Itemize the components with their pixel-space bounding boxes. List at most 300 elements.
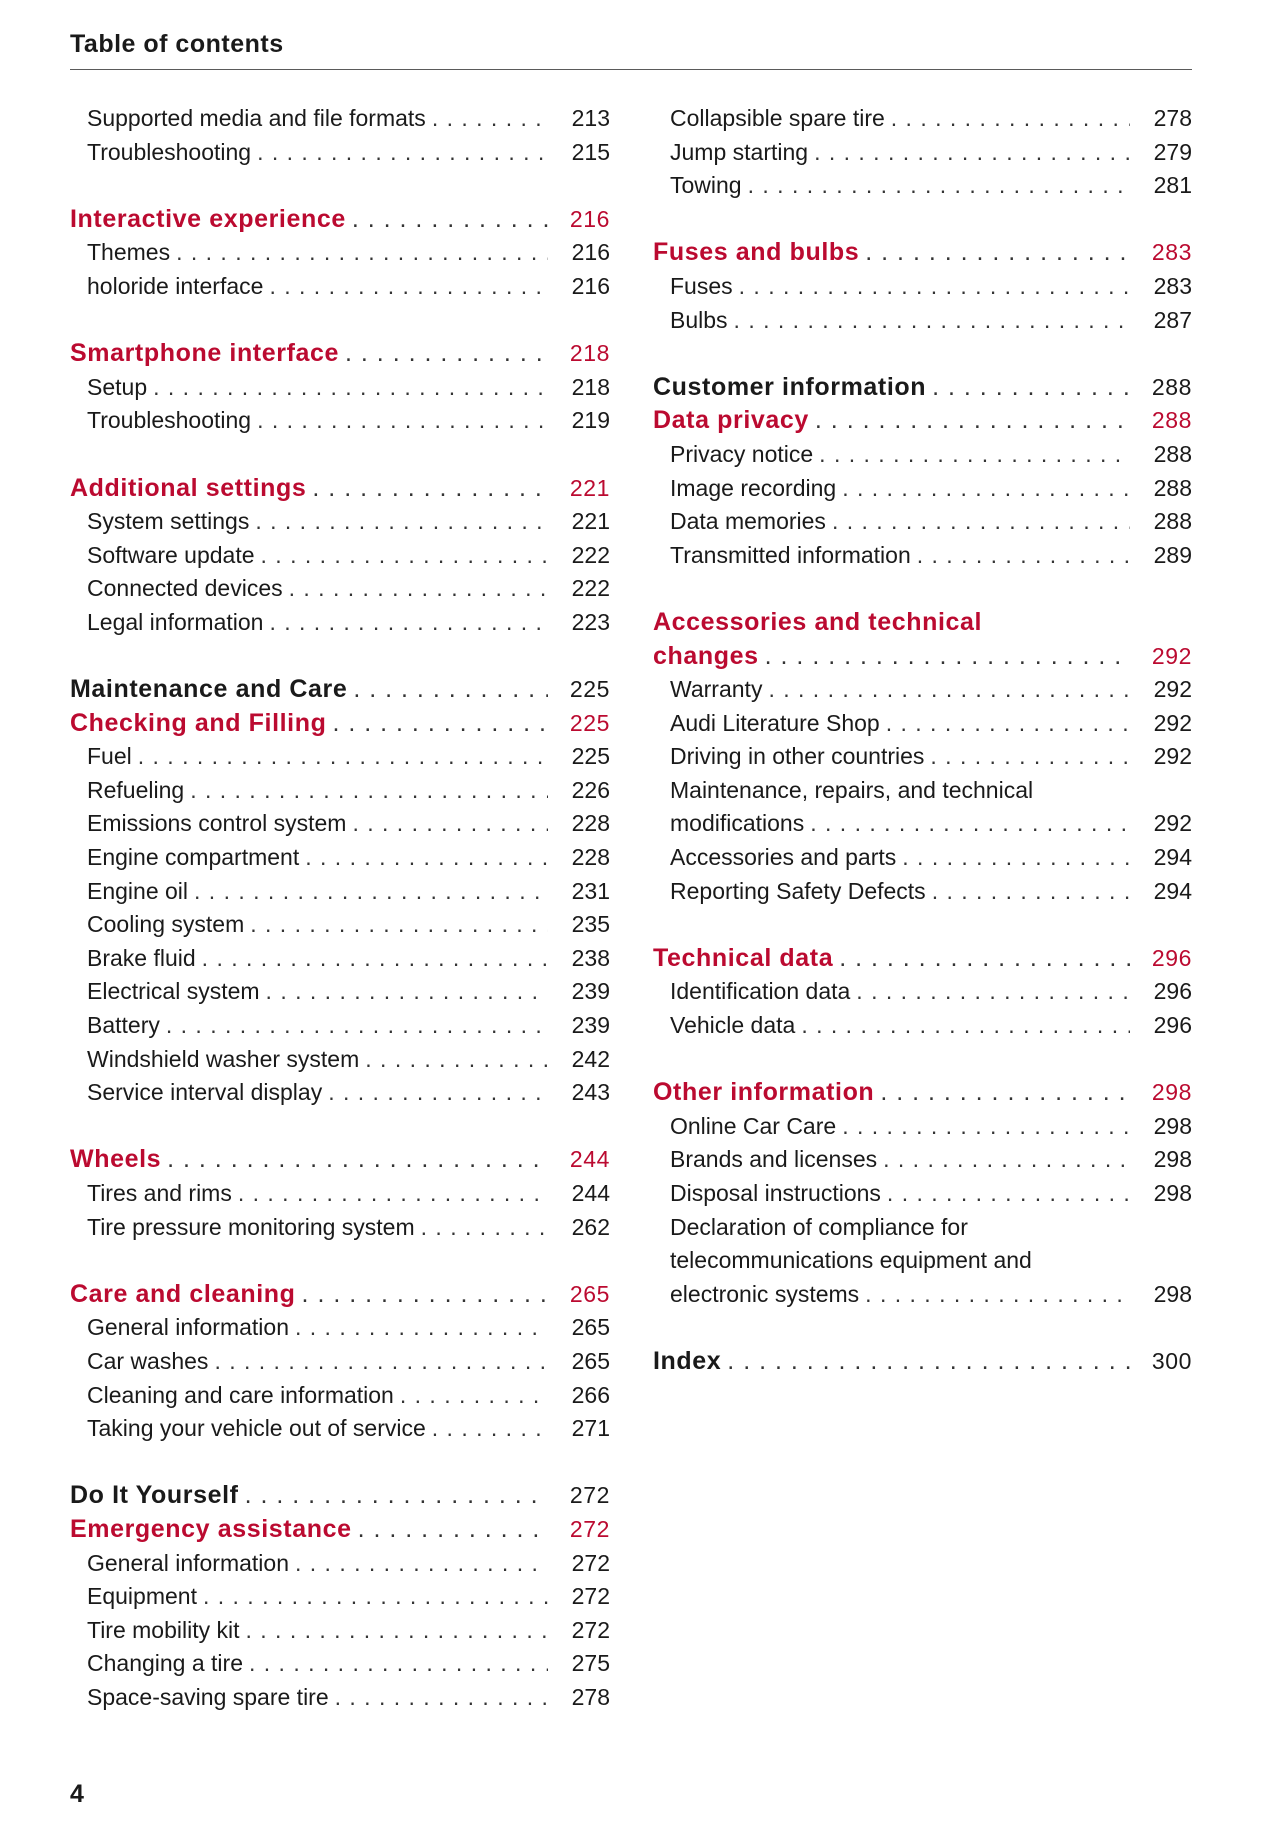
- toc-entry-brake-fluid[interactable]: [70, 942, 610, 976]
- toc-entry-bulbs[interactable]: [653, 304, 1192, 338]
- dot-leader: [208, 1345, 548, 1379]
- toc-page-number: 272: [569, 1482, 610, 1509]
- toc-section-technical-data[interactable]: [653, 942, 1192, 976]
- toc-page-number: 300: [1151, 1347, 1192, 1374]
- toc-entry-engine-compartment[interactable]: [70, 841, 610, 875]
- toc-entry-label: Transmitted information: [670, 541, 911, 568]
- toc-page-number: 275: [571, 1650, 610, 1677]
- dot-leader: [728, 304, 1130, 338]
- toc-entry-troubleshooting[interactable]: [70, 136, 610, 170]
- dot-leader: [926, 371, 1130, 405]
- toc-entry-label: changes: [653, 641, 759, 670]
- toc-entry-label: System settings: [87, 508, 250, 535]
- toc-entry-label: Legal information: [87, 608, 264, 635]
- dot-leader: [255, 539, 548, 573]
- toc-page-number: 244: [569, 1146, 610, 1173]
- toc-page-number: 265: [569, 1280, 610, 1307]
- toc-entry-label: electronic systems: [670, 1280, 860, 1307]
- dot-leader: [196, 942, 548, 976]
- header-divider: [70, 69, 1192, 70]
- toc-entry-label: Battery: [87, 1012, 160, 1039]
- dot-leader: [339, 337, 548, 371]
- toc-entry-label: General information: [87, 1314, 289, 1341]
- toc-entry-brands-and-licenses[interactable]: [653, 1143, 1192, 1177]
- toc-entry-themes[interactable]: [70, 236, 610, 270]
- dot-leader: [243, 1647, 548, 1681]
- toc-page-number: 218: [571, 373, 610, 400]
- toc-section-customer-information[interactable]: [653, 371, 1192, 405]
- toc-entry-label: telecommunications equipment and: [670, 1247, 1032, 1274]
- toc-entry-legal-information[interactable]: [70, 606, 610, 640]
- toc-page-number: 225: [571, 743, 610, 770]
- toc-page-number: 265: [571, 1347, 610, 1374]
- toc-page-number: 242: [571, 1045, 610, 1072]
- dot-leader: [874, 1076, 1130, 1110]
- dot-leader: [251, 404, 548, 438]
- toc-page-number: 216: [571, 272, 610, 299]
- toc-entry-accessories-and-parts[interactable]: [653, 841, 1192, 875]
- toc-page-number: 298: [1153, 1112, 1192, 1139]
- dot-leader: [809, 404, 1130, 438]
- toc-entry-continued[interactable]: [653, 1244, 1192, 1278]
- toc-entry-refueling[interactable]: [70, 774, 610, 808]
- toc-entry-online-car-care[interactable]: [653, 1110, 1192, 1144]
- toc-page-number: 298: [1153, 1280, 1192, 1307]
- dot-leader: [170, 236, 548, 270]
- dot-leader: [721, 1345, 1130, 1379]
- dot-leader: [896, 841, 1130, 875]
- toc-page-number: 223: [571, 608, 610, 635]
- section-spacer: [653, 572, 1192, 606]
- toc-entry-label: Disposal instructions: [670, 1180, 881, 1206]
- dot-leader: [260, 975, 548, 1009]
- toc-entry-label: Audi Literature Shop: [670, 709, 880, 736]
- toc-entry-label: Windshield washer system: [87, 1045, 360, 1072]
- dot-leader: [859, 1278, 1130, 1312]
- toc-entry-space-saving-spare-tire[interactable]: [70, 1681, 610, 1715]
- section-spacer: [70, 169, 610, 203]
- dot-leader: [240, 1614, 549, 1648]
- dot-leader: [188, 875, 548, 909]
- dot-leader: [306, 472, 548, 506]
- toc-entry-label: Cleaning and care information: [87, 1381, 394, 1408]
- toc-entry-label: Engine oil: [87, 877, 189, 904]
- toc-section-maintenance-and-care[interactable]: [70, 673, 610, 707]
- toc-entry-reporting-safety-defects[interactable]: [653, 875, 1192, 909]
- toc-entry-label: Collapsible spare tire: [670, 105, 885, 131]
- toc-page-number: 279: [1153, 138, 1192, 165]
- toc-entry-tire-pressure-monitoring-system[interactable]: [70, 1211, 610, 1245]
- toc-section-interactive-experience[interactable]: [70, 203, 610, 237]
- toc-entry-service-interval-display[interactable]: [70, 1076, 610, 1110]
- dot-leader: [836, 1110, 1130, 1144]
- toc-entry-connected-devices[interactable]: [70, 572, 610, 606]
- dot-leader: [877, 1143, 1130, 1177]
- dot-leader: [251, 136, 548, 170]
- dot-leader: [132, 740, 548, 774]
- toc-entry-label: Towing: [670, 172, 742, 199]
- dot-leader: [283, 572, 548, 606]
- toc-entry-label: Tires and rims: [87, 1180, 232, 1206]
- toc-page-number: 244: [571, 1180, 610, 1206]
- toc-entry-label: Tire mobility kit: [87, 1616, 240, 1643]
- toc-page-number: 228: [571, 844, 610, 871]
- dot-leader: [885, 102, 1130, 136]
- toc-page-number: 216: [571, 239, 610, 266]
- section-spacer: [70, 1110, 610, 1144]
- section-spacer: [70, 438, 610, 472]
- dot-leader: [289, 1547, 548, 1581]
- dot-leader: [742, 169, 1130, 203]
- dot-leader: [289, 1311, 548, 1345]
- dot-leader: [346, 203, 548, 237]
- toc-page-number: 272: [571, 1616, 610, 1643]
- toc-entry-towing[interactable]: [653, 169, 1192, 203]
- dot-leader: [826, 505, 1130, 539]
- toc-entry-label: Brake fluid: [87, 944, 196, 971]
- toc-page-number: 294: [1153, 844, 1192, 871]
- toc-entry-audi-literature-shop[interactable]: [653, 707, 1192, 741]
- toc-entry-label: Wheels: [70, 1145, 162, 1174]
- dot-leader: [296, 1278, 548, 1312]
- toc-entry-label: Emissions control system: [87, 810, 347, 837]
- toc-entry-setup[interactable]: [70, 371, 610, 405]
- toc-page-number: 292: [1153, 709, 1192, 736]
- dot-leader: [394, 1379, 548, 1413]
- section-spacer: [653, 203, 1192, 237]
- toc-entry-label: Declaration of compliance for: [670, 1213, 968, 1240]
- toc-page-number: 265: [571, 1314, 610, 1341]
- toc-entry-image-recording[interactable]: [653, 472, 1192, 506]
- toc-entry-supported-media-and-file-formats[interactable]: [70, 102, 610, 136]
- dot-leader: [147, 371, 548, 405]
- toc-page-number: 271: [571, 1415, 610, 1442]
- toc-entry-label: Changing a tire: [87, 1650, 243, 1677]
- toc-entry-battery[interactable]: [70, 1009, 610, 1043]
- toc-entry-label: Checking and Filling: [70, 708, 327, 737]
- toc-entry-label: Emergency assistance: [70, 1514, 352, 1543]
- toc-page-number: 225: [569, 676, 610, 703]
- section-spacer: [653, 1311, 1192, 1345]
- dot-leader: [924, 740, 1130, 774]
- toc-page-number: 288: [1151, 373, 1192, 400]
- toc-page-number: 262: [571, 1213, 610, 1240]
- toc-page-number: 278: [1153, 105, 1192, 131]
- toc-entry-continued[interactable]: [653, 606, 1192, 640]
- toc-entry-label: Maintenance, repairs, and technical: [670, 776, 1034, 803]
- toc-entry-electrical-system[interactable]: [70, 975, 610, 1009]
- section-spacer: [653, 908, 1192, 942]
- dot-leader: [329, 1681, 548, 1715]
- toc-entry-label: Engine compartment: [87, 844, 300, 871]
- toc-section-wheels[interactable]: [70, 1143, 610, 1177]
- section-spacer: [653, 1043, 1192, 1077]
- toc-entry-label: Troubleshooting: [87, 138, 252, 165]
- toc-entry-label: Cooling system: [87, 911, 245, 938]
- toc-entry-label: Setup: [87, 373, 148, 400]
- toc-page-number: 238: [571, 944, 610, 971]
- dot-leader: [232, 1177, 548, 1211]
- toc-entry-disposal-instructions[interactable]: [653, 1177, 1192, 1211]
- toc-entry-modifications[interactable]: [653, 807, 1192, 841]
- dot-leader: [244, 908, 548, 942]
- toc-section-checking-and-filling[interactable]: [70, 707, 610, 741]
- toc-page-number: 219: [571, 407, 610, 434]
- dot-leader: [926, 875, 1130, 909]
- dot-leader: [836, 472, 1130, 506]
- toc-page-number: 228: [571, 810, 610, 837]
- toc-entry-label: Privacy notice: [670, 440, 814, 467]
- toc-page-number: 272: [571, 1549, 610, 1576]
- toc-page-number: 226: [571, 776, 610, 803]
- toc-entry-label: Troubleshooting: [87, 407, 252, 434]
- toc-entry-label: Customer information: [653, 372, 927, 401]
- toc-entry-label: Taking your vehicle out of service: [87, 1415, 426, 1442]
- toc-page-number: 222: [571, 575, 610, 602]
- toc-page-number: 221: [571, 508, 610, 535]
- toc-entry-label: Smartphone interface: [70, 339, 340, 368]
- toc-entry-label: Data memories: [670, 508, 826, 535]
- toc-page-number: 288: [1153, 508, 1192, 535]
- toc-entry-label: Tire pressure monitoring system: [87, 1213, 415, 1240]
- page-number: 4: [70, 1780, 84, 1808]
- toc-entry-taking-your-vehicle-out-of-service[interactable]: [70, 1412, 610, 1446]
- toc-section-emergency-assistance[interactable]: [70, 1513, 610, 1547]
- toc-page-number: 298: [1153, 1180, 1192, 1206]
- toc-entry-general-information[interactable]: [70, 1547, 610, 1581]
- toc-entry-label: Fuses and bulbs: [653, 238, 860, 267]
- toc-entry-label: Space-saving spare tire: [87, 1683, 329, 1710]
- dot-leader: [426, 1412, 548, 1446]
- toc-entry-label: Brands and licenses: [670, 1146, 878, 1173]
- toc-entry-label: Additional settings: [70, 473, 307, 502]
- toc-entry-label: Themes: [87, 239, 171, 266]
- toc-entry-vehicle-data[interactable]: [653, 1009, 1192, 1043]
- toc-page-number: 296: [1153, 978, 1192, 1005]
- toc-page-number: 239: [571, 1012, 610, 1039]
- section-spacer: [70, 1244, 610, 1278]
- dot-leader: [833, 942, 1130, 976]
- toc-entry-label: Technical data: [653, 943, 834, 972]
- dot-leader: [184, 774, 548, 808]
- dot-leader: [359, 1043, 548, 1077]
- toc-page-number: 225: [569, 709, 610, 736]
- toc-entry-label: Software update: [87, 541, 255, 568]
- toc-entry-label: Bulbs: [670, 306, 728, 333]
- toc-page-number: 283: [1151, 239, 1192, 266]
- toc-entry-label: Equipment: [87, 1583, 197, 1610]
- toc-entry-label: Fuses: [670, 272, 733, 299]
- dot-leader: [249, 505, 548, 539]
- toc-entry-label: Vehicle data: [670, 1012, 796, 1039]
- toc-entry-collapsible-spare-tire[interactable]: [653, 102, 1192, 136]
- toc-page-number: 292: [1153, 810, 1192, 837]
- toc-page-number: 292: [1153, 676, 1192, 703]
- toc-entry-emissions-control-system[interactable]: [70, 807, 610, 841]
- toc-entry-label: Online Car Care: [670, 1112, 837, 1139]
- toc-entry-general-information[interactable]: [70, 1311, 610, 1345]
- dot-leader: [263, 270, 548, 304]
- toc-entry-label: Fuel: [87, 743, 132, 770]
- dot-leader: [426, 102, 548, 136]
- toc-page-number: 289: [1153, 541, 1192, 568]
- toc-entry-engine-oil[interactable]: [70, 875, 610, 909]
- dot-leader: [197, 1580, 548, 1614]
- toc-page-number: 231: [571, 877, 610, 904]
- toc-entry-label: Data privacy: [653, 406, 809, 435]
- toc-entry-label: Accessories and parts: [670, 844, 897, 871]
- toc-page-number: 292: [1153, 743, 1192, 770]
- toc-page-number: 298: [1151, 1079, 1192, 1106]
- dot-leader: [415, 1211, 548, 1245]
- toc-entry-label: Maintenance and Care: [70, 675, 348, 704]
- toc-entry-label: Identification data: [670, 978, 851, 1005]
- dot-leader: [813, 438, 1130, 472]
- toc-entry-car-washes[interactable]: [70, 1345, 610, 1379]
- toc-entry-label: Reporting Safety Defects: [670, 877, 926, 904]
- toc-section-additional-settings[interactable]: [70, 472, 610, 506]
- toc-entry-tire-mobility-kit[interactable]: [70, 1614, 610, 1648]
- toc-entry-label: Car washes: [87, 1347, 209, 1374]
- dot-leader: [322, 1076, 548, 1110]
- toc-entry-label: General information: [87, 1549, 289, 1576]
- toc-page-number: 281: [1153, 172, 1192, 199]
- dot-leader: [881, 1177, 1130, 1211]
- dot-leader: [911, 539, 1130, 573]
- toc-section-other-information[interactable]: [653, 1076, 1192, 1110]
- toc-page-number: 221: [569, 474, 610, 501]
- toc-entry-label: modifications: [670, 810, 805, 837]
- section-spacer: [70, 304, 610, 338]
- dot-leader: [859, 236, 1130, 270]
- toc-entry-label: Service interval display: [87, 1079, 323, 1106]
- toc-entry-warranty[interactable]: [653, 673, 1192, 707]
- toc-entry-label: Electrical system: [87, 978, 260, 1005]
- toc-entry-label: Jump starting: [670, 138, 809, 165]
- dot-leader: [762, 673, 1130, 707]
- dot-leader: [161, 1143, 548, 1177]
- toc-section-smartphone-interface[interactable]: [70, 337, 610, 371]
- toc-entry-label: Care and cleaning: [70, 1279, 296, 1308]
- toc-page-number: 283: [1153, 272, 1192, 299]
- toc-page-number: 294: [1153, 877, 1192, 904]
- toc-page-number: 272: [569, 1515, 610, 1542]
- toc-page-number: 292: [1151, 642, 1192, 669]
- toc-entry-cooling-system[interactable]: [70, 908, 610, 942]
- toc-page-number: 266: [571, 1381, 610, 1408]
- toc-page-number: 296: [1151, 944, 1192, 971]
- toc-page-number: 239: [571, 978, 610, 1005]
- toc-page-number: 296: [1153, 1012, 1192, 1039]
- toc-entry-fuel[interactable]: [70, 740, 610, 774]
- section-spacer: [70, 640, 610, 674]
- toc-left-column: [70, 102, 610, 1715]
- dot-leader: [299, 841, 548, 875]
- toc-entry-privacy-notice[interactable]: [653, 438, 1192, 472]
- toc-page-number: 243: [571, 1079, 610, 1106]
- dot-leader: [346, 807, 548, 841]
- toc-entry-fuses[interactable]: [653, 270, 1192, 304]
- toc-entry-changing-a-tire[interactable]: [70, 1647, 610, 1681]
- toc-section-changes[interactable]: [653, 640, 1192, 674]
- dot-leader: [808, 136, 1130, 170]
- toc-entry-label: Index: [653, 1346, 722, 1375]
- toc-entry-continued[interactable]: [653, 774, 1192, 808]
- toc-right-column: [653, 102, 1192, 1379]
- toc-entry-label: Interactive experience: [70, 204, 346, 233]
- toc-page-number: 215: [571, 138, 610, 165]
- toc-page-number: 288: [1153, 474, 1192, 501]
- toc-section-index[interactable]: [653, 1345, 1192, 1379]
- dot-leader: [850, 975, 1130, 1009]
- toc-entry-label: Accessories and technical: [653, 607, 983, 636]
- toc-entry-holoride-interface[interactable]: [70, 270, 610, 304]
- toc-entry-system-settings[interactable]: [70, 505, 610, 539]
- toc-page-number: 288: [1151, 407, 1192, 434]
- section-spacer: [653, 337, 1192, 371]
- toc-entry-label: holoride interface: [87, 272, 264, 299]
- toc-entry-driving-in-other-countries[interactable]: [653, 740, 1192, 774]
- toc-entry-software-update[interactable]: [70, 539, 610, 573]
- dot-leader: [326, 707, 548, 741]
- toc-entry-label: Warranty: [670, 676, 763, 703]
- toc-page-number: 216: [569, 205, 610, 232]
- toc-entry-label: Image recording: [670, 474, 837, 501]
- toc-entry-label: Driving in other countries: [670, 743, 925, 770]
- toc-page-number: 235: [571, 911, 610, 938]
- toc-page-number: 218: [569, 340, 610, 367]
- toc-entry-label: Do It Yourself: [70, 1481, 239, 1510]
- dot-leader: [160, 1009, 548, 1043]
- toc-entry-label: Other information: [653, 1078, 875, 1107]
- toc-page-number: 298: [1153, 1146, 1192, 1173]
- toc-entry-troubleshooting[interactable]: [70, 404, 610, 438]
- page-header-title: Table of contents: [70, 30, 284, 58]
- dot-leader: [239, 1479, 548, 1513]
- toc-page-number: 288: [1153, 440, 1192, 467]
- toc-entry-windshield-washer-system[interactable]: [70, 1043, 610, 1077]
- dot-leader: [759, 640, 1130, 674]
- toc-entry-label: Supported media and file formats: [87, 105, 426, 131]
- toc-entry-jump-starting[interactable]: [653, 136, 1192, 170]
- toc-page-number: 278: [571, 1683, 610, 1710]
- toc-page-number: 272: [571, 1583, 610, 1610]
- toc-page-number: 287: [1153, 306, 1192, 333]
- toc-entry-cleaning-and-care-information[interactable]: [70, 1379, 610, 1413]
- toc-entry-tires-and-rims[interactable]: [70, 1177, 610, 1211]
- toc-entry-continued[interactable]: [653, 1211, 1192, 1245]
- toc-page-number: 222: [571, 541, 610, 568]
- dot-leader: [733, 270, 1130, 304]
- toc-section-do-it-yourself[interactable]: [70, 1479, 610, 1513]
- toc-section-care-and-cleaning[interactable]: [70, 1278, 610, 1312]
- toc-entry-data-memories[interactable]: [653, 505, 1192, 539]
- toc-entry-identification-data[interactable]: [653, 975, 1192, 1009]
- toc-entry-label: Connected devices: [87, 575, 283, 602]
- toc-entry-transmitted-information[interactable]: [653, 539, 1192, 573]
- dot-leader: [352, 1513, 548, 1547]
- toc-page-number: 213: [571, 105, 610, 131]
- dot-leader: [804, 807, 1130, 841]
- toc-section-fuses-and-bulbs[interactable]: [653, 236, 1192, 270]
- toc-entry-equipment[interactable]: [70, 1580, 610, 1614]
- section-spacer: [70, 1446, 610, 1480]
- dot-leader: [795, 1009, 1130, 1043]
- dot-leader: [347, 673, 548, 707]
- toc-section-data-privacy[interactable]: [653, 404, 1192, 438]
- toc-entry-label: Refueling: [87, 776, 185, 803]
- toc-entry-electronic-systems[interactable]: [653, 1278, 1192, 1312]
